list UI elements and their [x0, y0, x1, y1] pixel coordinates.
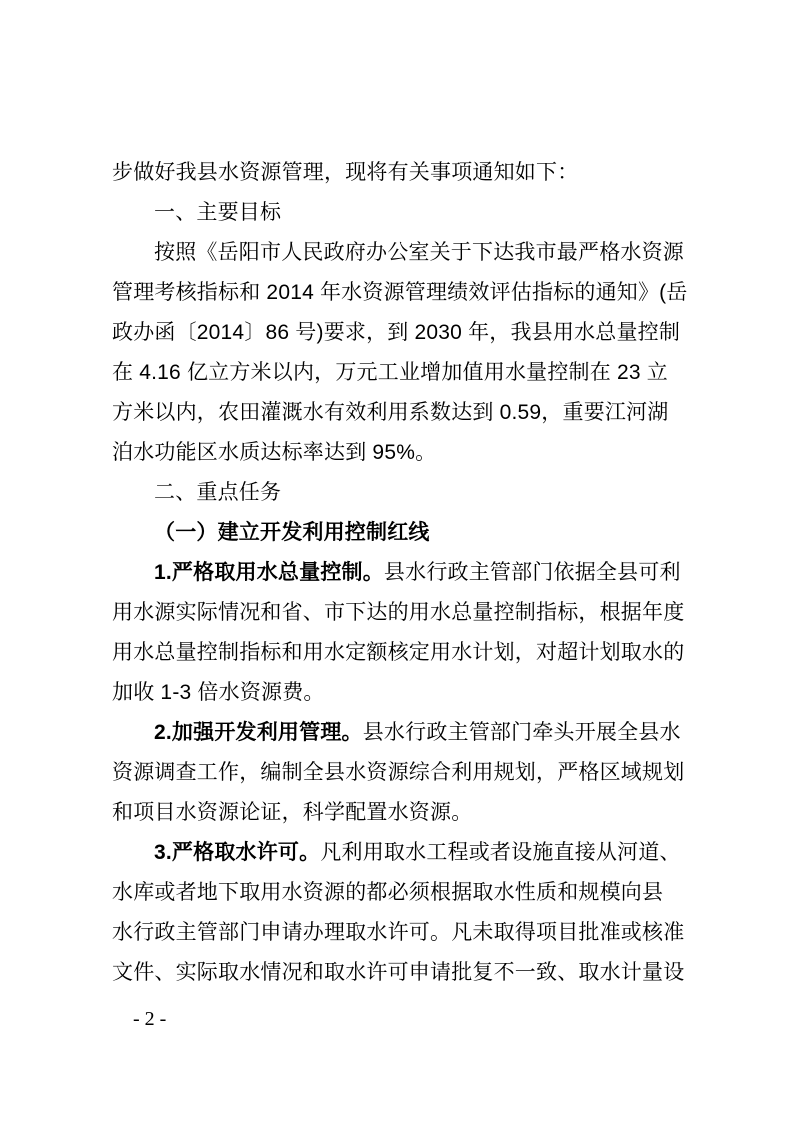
- line-text: 县水行政主管部门牵头开展全县水: [362, 721, 681, 744]
- line-text: 县水行政主管部门依据全县可利: [383, 561, 681, 584]
- section-heading-1: 一、主要目标: [154, 201, 282, 224]
- text-line: 用水源实际情况和省、市下达的用水总量控制指标，根据年度: [112, 601, 685, 624]
- text-line: [112, 553, 680, 593]
- document-body: [112, 153, 688, 993]
- text-line: 资源调查工作，编制全县水资源综合利用规划，严格区域规划: [112, 761, 685, 784]
- bold-lead: 1.严格取用水总量控制。: [154, 561, 384, 584]
- text-line: 政办函〔2014〕86 号)要求，到 2030 年，我县用水总量控制: [112, 321, 681, 344]
- text-line: 水库或者地下取用水资源的都必须根据取水性质和规模向县: [112, 881, 664, 904]
- text-line: 方米以内，农田灌溉水有效利用系数达到 0.59，重要江河湖: [112, 401, 669, 424]
- section-heading-2: 二、重点任务: [154, 481, 282, 504]
- subsection-heading: （一）建立开发利用控制红线: [154, 521, 430, 544]
- text-line: 步做好我县水资源管理，现将有关事项通知如下：: [112, 161, 579, 184]
- text-line: 泊水功能区水质达标率达到 95%。: [112, 441, 437, 464]
- bold-lead: 3.严格取水许可。: [154, 841, 321, 864]
- text-line: 用水总量控制指标和用水定额核定用水计划，对超计划取水的: [112, 641, 685, 664]
- text-line: 水行政主管部门申请办理取水许可。凡未取得项目批准或核准: [112, 921, 685, 944]
- text-line: [112, 713, 680, 753]
- text-line: 加收 1-3 倍水资源费。: [112, 681, 325, 704]
- text-line: 管理考核指标和 2014 年水资源管理绩效评估指标的通知》(岳: [112, 281, 688, 304]
- bold-lead: 2.加强开发利用管理。: [154, 721, 363, 744]
- text-line: 在 4.16 亿立方米以内，万元工业增加值用水量控制在 23 立: [112, 361, 668, 384]
- text-line: [112, 833, 680, 873]
- text-line: 按照《岳阳市人民政府办公室关于下达我市最严格水资源: [154, 241, 684, 264]
- line-text: 凡利用取水工程或者设施直接从河道、: [320, 841, 681, 864]
- page-number: - 2 -: [133, 1008, 167, 1030]
- text-line: 文件、实际取水情况和取水许可申请批复不一致、取水计量设: [112, 961, 685, 984]
- text-line: 和项目水资源论证，科学配置水资源。: [112, 801, 473, 824]
